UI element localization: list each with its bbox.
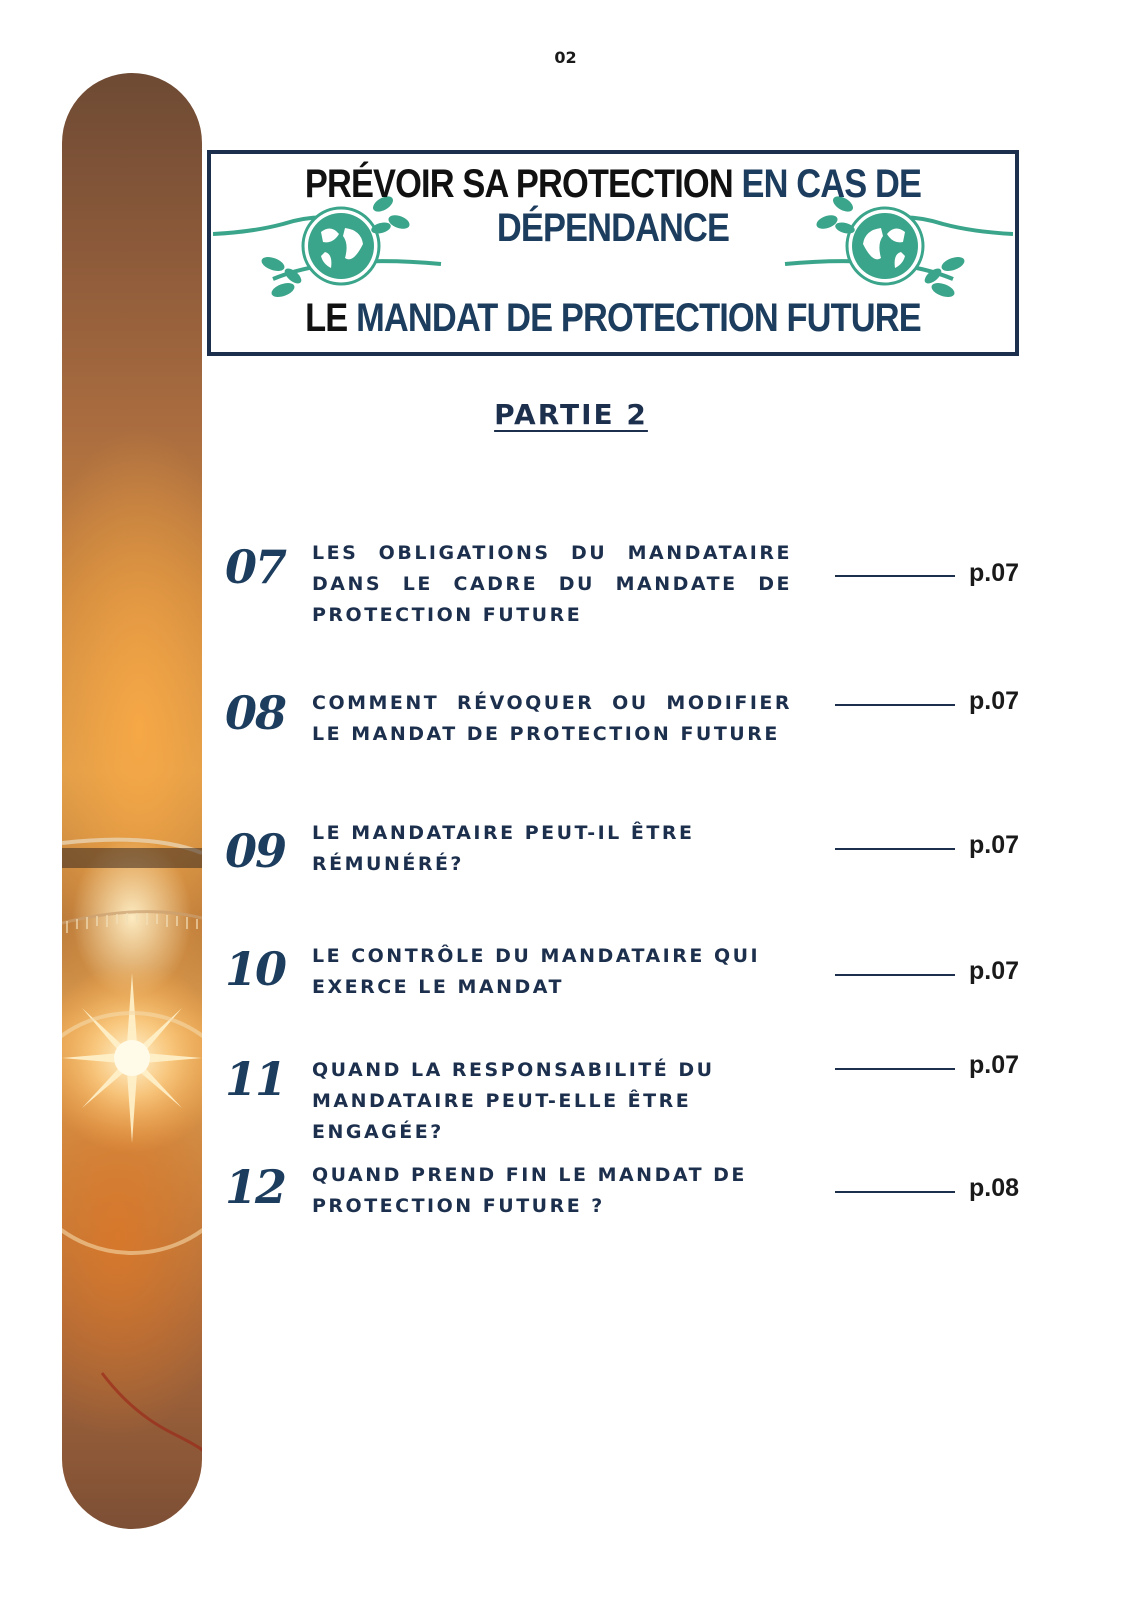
title-accent-part: EN CAS DE (741, 162, 922, 206)
toc-item-page: p.07 (969, 687, 1020, 715)
toc-leader-line (835, 848, 955, 850)
toc-item-page: p.07 (969, 831, 1020, 859)
toc-leader-line (835, 1068, 955, 1070)
toc-item-label: QUAND LA RESPONSABILITÉ DU MANDATAIRE PEUT-ELLE ÊTRE ENGAGÉE? (312, 1059, 715, 1143)
toc-item-number: 11 (225, 1052, 286, 1106)
toc-item[interactable] (225, 540, 1025, 630)
toc-item-number: 12 (225, 1160, 286, 1214)
subtitle (267, 296, 958, 341)
subtitle-accent-part: MANDAT DE PROTECTION FUTURE (356, 296, 921, 340)
toc-leader-line (835, 974, 955, 976)
subtitle-dark-part: LE (305, 296, 348, 340)
toc-item-number: 07 (225, 540, 286, 594)
toc-item-number: 09 (225, 824, 286, 878)
title-line-2: DÉPENDANCE (496, 206, 730, 250)
toc-leader-line (835, 1191, 955, 1193)
toc-item-page: p.07 (969, 1051, 1020, 1079)
toc-item-number: 10 (225, 942, 286, 996)
compass-icon (62, 73, 202, 1529)
toc-item-label: LES OBLIGATIONS DU MANDATAIRE DANS LE CADRE DU MANDATE DE PROTECTION FUTURE (312, 542, 792, 626)
toc-item-label: LE CONTRÔLE DU MANDATAIRE QUI EXERCE LE MANDAT (312, 945, 761, 998)
section-title: PARTIE 2 (494, 398, 648, 431)
toc-item-label: QUAND PREND FIN LE MANDAT DE PROTECTION FUTURE ? (312, 1164, 747, 1217)
toc-item[interactable] (225, 686, 1025, 776)
toc-item-label: COMMENT RÉVOQUER OU MODIFIER LE MANDAT DE PROTECTION FUTURE (312, 692, 792, 745)
toc-item[interactable] (225, 1052, 1025, 1142)
toc-item[interactable] (225, 1160, 1025, 1250)
toc-item-number: 08 (225, 686, 286, 740)
toc-item-page: p.07 (969, 957, 1020, 985)
decorative-compass-image (62, 73, 202, 1529)
toc-leader-line (835, 704, 955, 706)
title-banner (207, 150, 1019, 356)
toc-item-page: p.08 (969, 1174, 1020, 1202)
toc-item[interactable] (225, 824, 1025, 914)
toc-item-label: LE MANDATAIRE PEUT-IL ÊTRE RÉMUNÉRÉ? (312, 822, 695, 875)
toc-leader-line (835, 575, 955, 577)
title-line-1 (267, 162, 958, 207)
title-dark-part: PRÉVOIR SA PROTECTION (304, 162, 733, 206)
toc-item[interactable] (225, 942, 1025, 1032)
toc-item-page: p.07 (969, 559, 1020, 587)
page-number: 02 (554, 48, 577, 67)
